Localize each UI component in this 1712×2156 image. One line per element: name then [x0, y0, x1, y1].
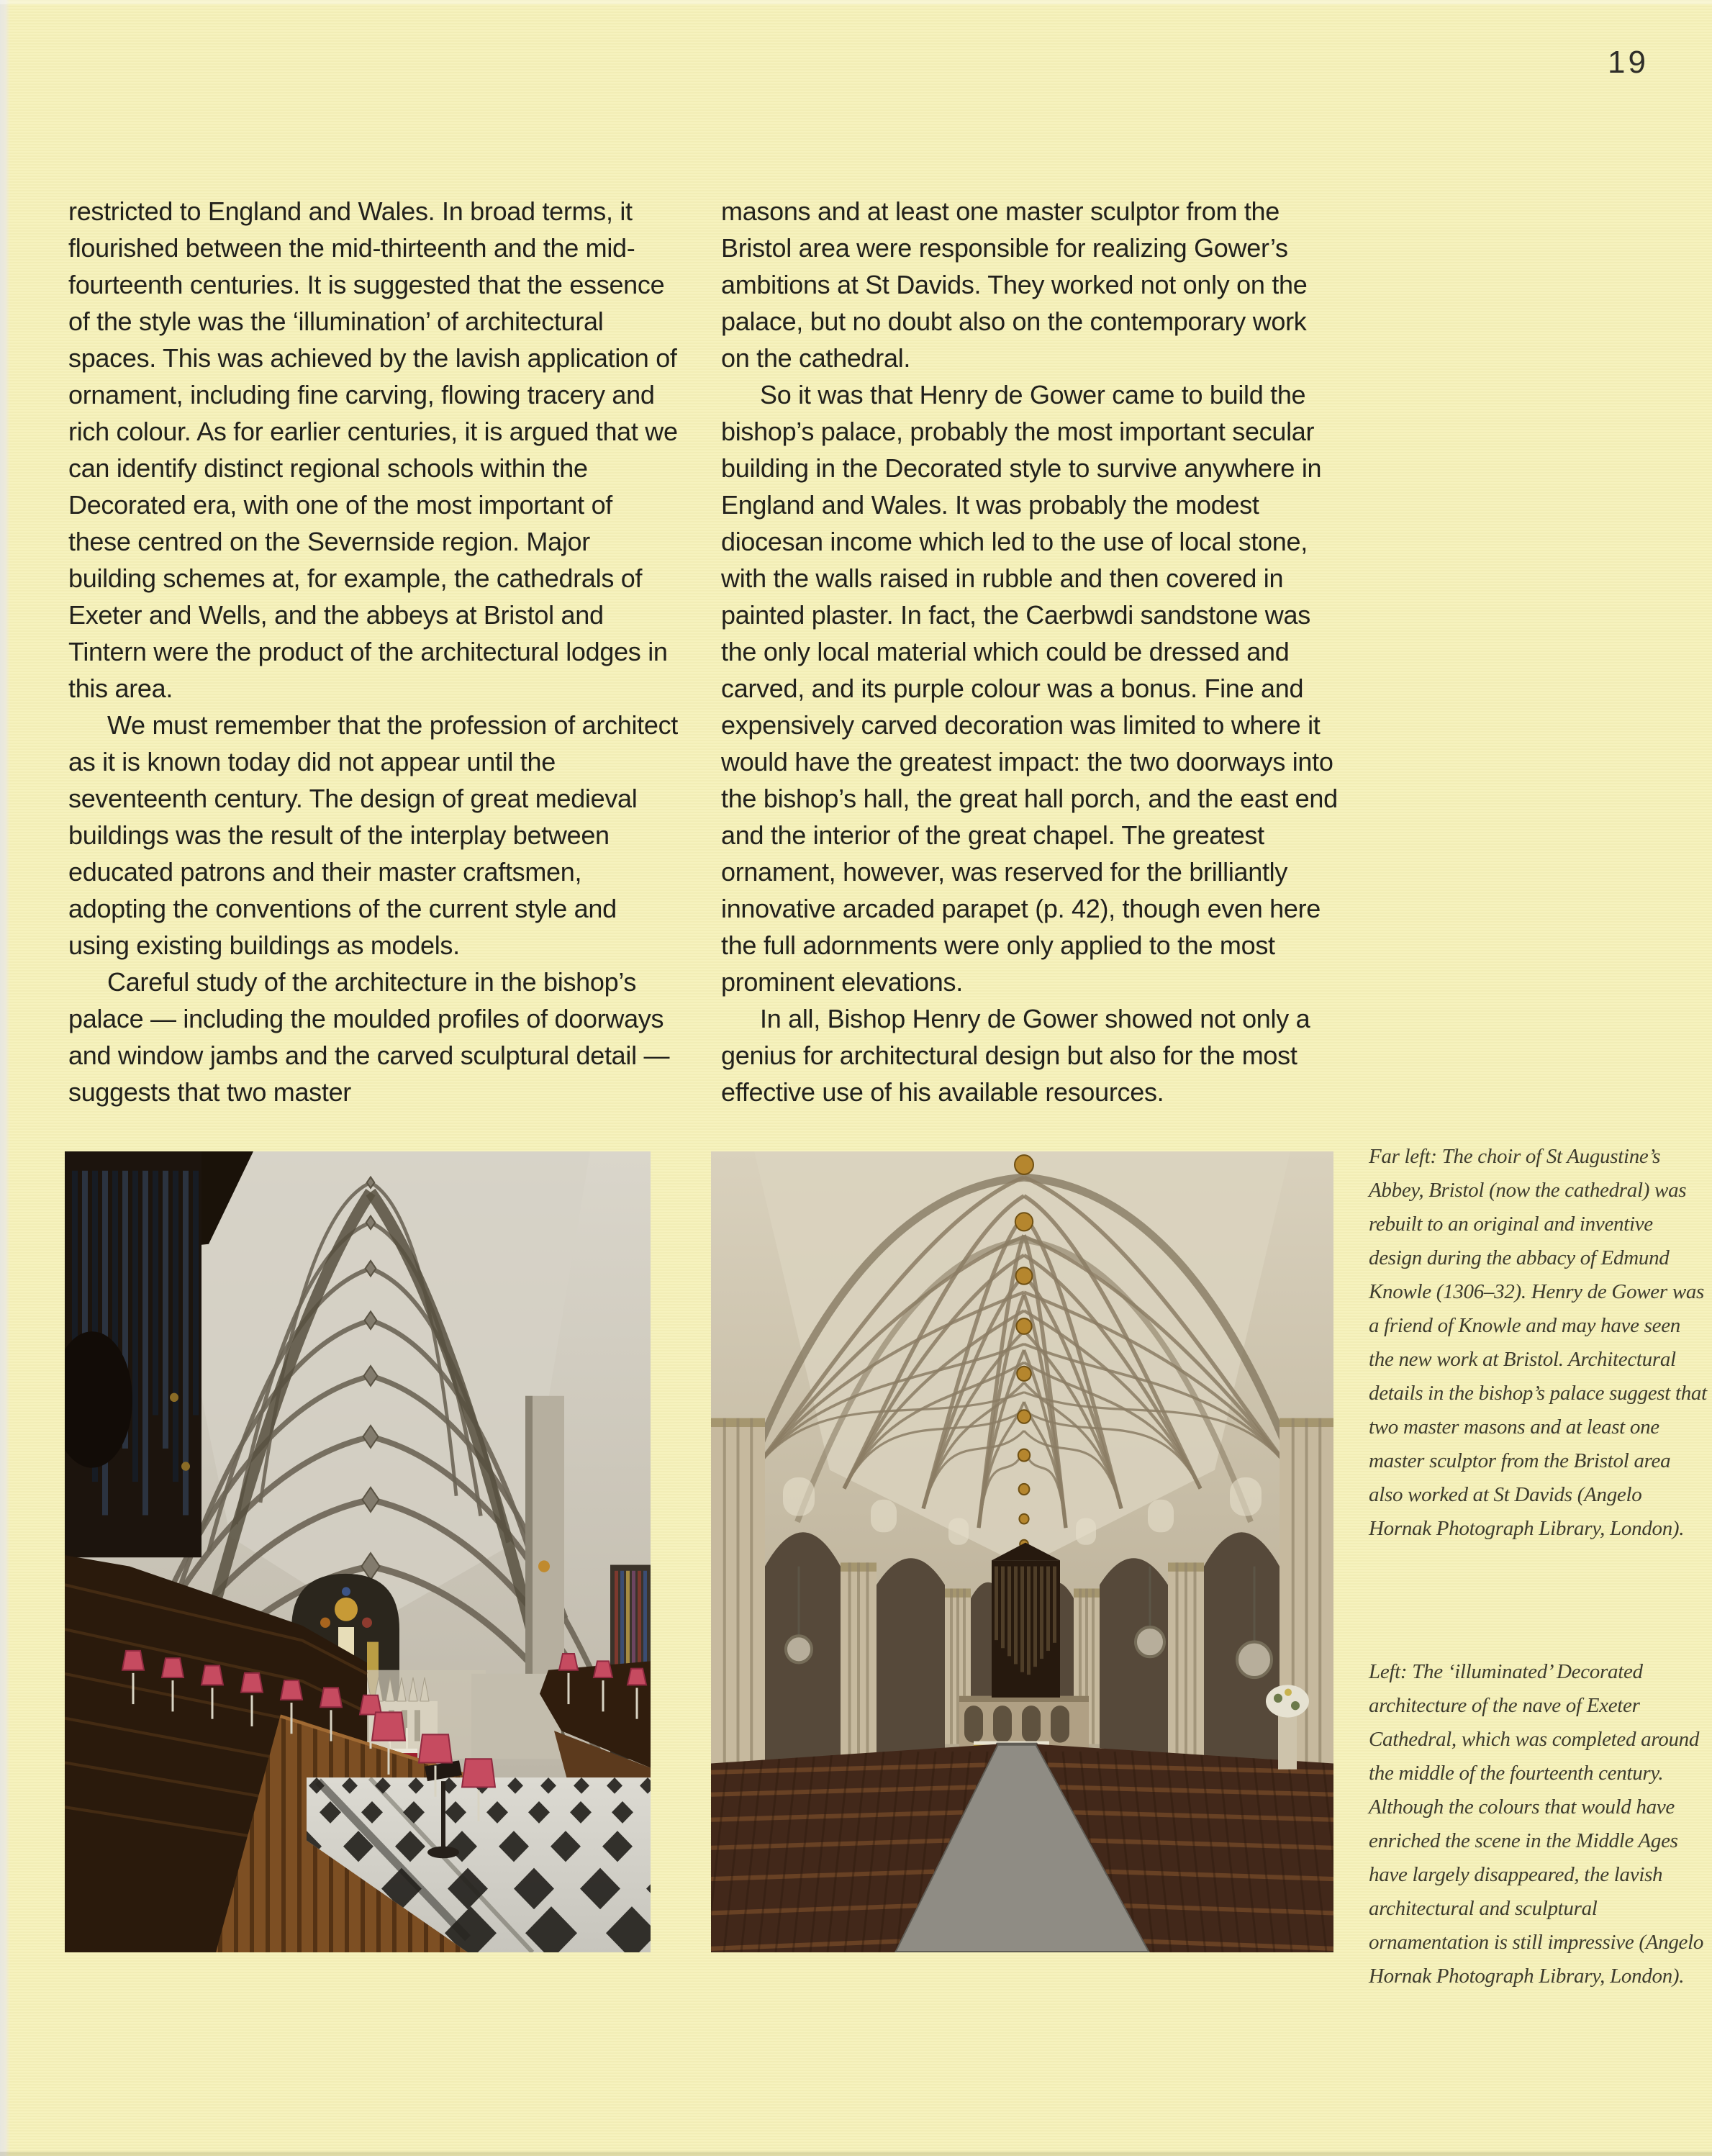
right-pier-shade: [525, 1396, 533, 1715]
figure-bristol-choir: [65, 1151, 651, 1952]
page-edge-bottom: [0, 2152, 1712, 2156]
window-glass-dot: [362, 1618, 372, 1628]
window-rose: [335, 1598, 358, 1621]
paragraph: So it was that Henry de Gower came to build the bishop’s palace, probably the most important secular building in the Decorated style to survive anywhere in England and Wales. It was probably the modest diocesan income which led to the use of local stone, with the walls raised in rubble and then covered in painted plaster. In fact, the Caerbwdi sandstone was the only local material which could be dressed and carved, and its purple colour was a bonus. Fine and expensively carved decoration was limited to where it would have the greatest impact: the two doorways into the bishop’s hall, the great hall porch, and the east end and the interior of the great chapel. The greatest ornament, however, was reserved for the brilliantly innovative arcaded parapet (p. 42), though even here the full adornments were only applied to the most prominent elevations.: [721, 380, 1338, 997]
paragraph: We must remember that the profession of architect as it is known today did not appear until the seventeenth century. The design of great medieval buildings was the result of the interplay between educated patrons and their master craftsmen, adopting the conventions of the current style and using existing buildings as models.: [68, 710, 678, 960]
paragraph: restricted to England and Wales. In broad terms, it flourished between the mid-thirteenth and the mid-fourteenth centuries. It is suggested that the essence of the style was the ‘illumination’ of architectural spaces. This was achieved by the lavish application of ornament, including fine carving, flowing tracery and rich colour. As for earlier centuries, it is argued that we can identify distinct regional schools within the Decorated era, with one of the most important of these centred on the Severnside region. Major building schemes at, for example, the cathedrals of Exeter and Wells, and the abbeys at Bristol and Tintern were the product of the architectural lodges in this area.: [68, 196, 678, 703]
text-column-1: [68, 193, 679, 1110]
organ-ornament: [181, 1462, 190, 1470]
capital-ornament: [538, 1560, 550, 1572]
page-edge-top: [0, 0, 1712, 4]
paragraph: In all, Bishop Henry de Gower showed not only a genius for architectural design but also for the most effective use of his available resources.: [721, 1004, 1310, 1107]
lectern-base: [427, 1847, 459, 1858]
page-number: 19: [1608, 45, 1649, 80]
caption-left: Left: The ‘illuminated’ Decorated architecture of the nave of Exeter Cathedral, which was completed around the middle of the fourteenth century. Although the colours that would have enriched the scene in the Middle Ages have largely disappeared, the lavish architectural and sculptural ornamentation is still impressive (Angelo Hornak Photograph Library, London).: [1369, 1660, 1704, 1988]
page-edge-left: [0, 0, 10, 2156]
organ-ornament: [170, 1393, 178, 1402]
text-column-2: [721, 193, 1339, 1110]
exeter-nave-photo: [711, 1151, 1333, 1952]
caption-far-left: Far left: The choir of St Augustine’s Abbey, Bristol (now the cathedral) was rebuilt to an original and inventive design during the abbacy of Edmund Knowle (1306–32). Henry de Gower was a friend of Knowle and may have seen the new work at Bristol. Architectural details in the bishop’s palace suggest that two master masons and at least one master sculptor from the Bristol area also worked at St Davids (Angelo Hornak Photograph Library, London).: [1369, 1145, 1707, 1540]
window-glass-dot: [320, 1618, 330, 1628]
paragraph: masons and at least one master sculptor from the Bristol area were responsible for realizing Gower’s ambitions at St Davids. They worked not only on the palace, but no doubt also on the contemporary work on the cathedral.: [721, 196, 1308, 373]
bristol-choir-photo: [65, 1151, 651, 1952]
paragraph: Careful study of the architecture in the bishop’s palace — including the moulded profiles of doorways and window jambs and the carved sculptural detail — suggests that two master: [68, 967, 670, 1107]
window-glass-dot: [342, 1587, 350, 1595]
figure-exeter-nave: [711, 1151, 1333, 1952]
